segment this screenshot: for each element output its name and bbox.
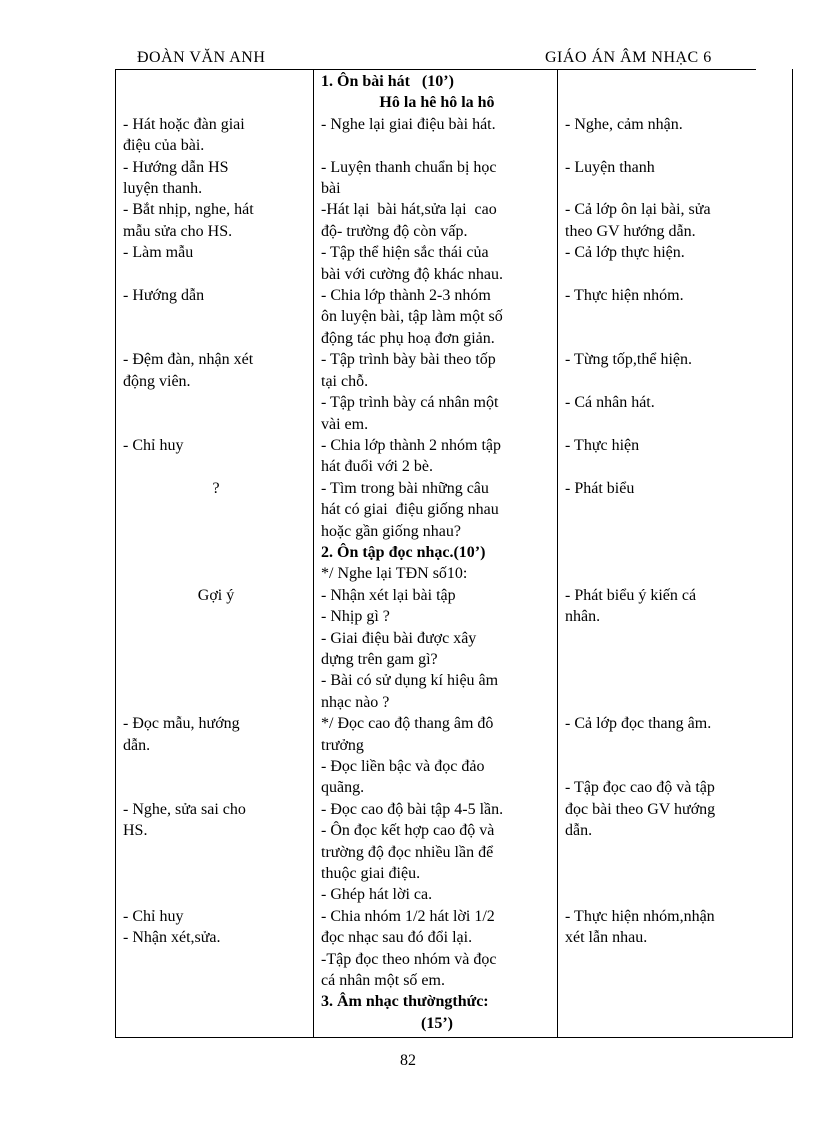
teacher-activity-column: [116, 69, 314, 1038]
content-line: hoặc gần giống nhau?: [321, 522, 461, 540]
teacher-line: [123, 71, 309, 92]
student-line: [565, 414, 788, 435]
teacher-line: [123, 884, 309, 905]
student-line: - Cả lớp ôn lại bài, sửa: [565, 201, 711, 219]
teacher-line: [123, 692, 309, 713]
content-line: - Nhịp gì ?: [321, 608, 390, 626]
student-line: dẫn.: [565, 822, 593, 840]
student-line: [565, 521, 788, 542]
content-line: 3. Âm nhạc thườngthức:: [321, 993, 489, 1011]
student-line: - Luyện thanh: [565, 158, 655, 176]
content-line: */ Nghe lại TĐN số10:: [321, 565, 468, 583]
student-line: [565, 670, 788, 691]
teacher-line: [123, 649, 309, 670]
content-line: quãng.: [321, 779, 365, 797]
student-line: nhân.: [565, 608, 601, 626]
student-line: [565, 135, 788, 156]
content-line: ôn luyện bài, tập làm một số: [321, 308, 503, 326]
student-line: - Thực hiện nhóm.: [565, 287, 684, 305]
content-line: hát có giai điệu giống nhau: [321, 501, 499, 519]
teacher-line: luyện thanh.: [123, 180, 203, 198]
content-line: (15’): [421, 1014, 453, 1032]
content-line: - Chia nhóm 1/2 hát lời 1/2: [321, 907, 495, 925]
content-line: - Tập trình bày cá nhân một: [321, 394, 499, 412]
student-line: [565, 863, 788, 884]
teacher-line: [123, 991, 309, 1012]
content-line: - Bài có sử dụng kí hiệu âm: [321, 672, 499, 690]
teacher-line: - Hướng dẫn HS: [123, 158, 229, 176]
student-line: [565, 499, 788, 520]
student-line: đọc bài theo GV hướng: [565, 800, 716, 818]
student-line: [565, 884, 788, 905]
student-line: xét lẫn nhau.: [565, 929, 648, 947]
teacher-line: [123, 264, 309, 285]
teacher-line: [123, 777, 309, 798]
student-line: [565, 692, 788, 713]
content-line: */ Đọc cao độ thang âm đô: [321, 715, 494, 733]
student-line: - Nghe, cảm nhận.: [565, 115, 683, 133]
teacher-line: - Bắt nhịp, nghe, hát: [123, 201, 254, 219]
teacher-line: - Chỉ huy: [123, 907, 184, 925]
teacher-line: [123, 456, 309, 477]
teacher-line: động viên.: [123, 372, 191, 390]
content-line: trưởng: [321, 736, 364, 754]
header-author: ĐOÀN VĂN ANH: [137, 49, 266, 66]
content-line: -Hát lại bài hát,sửa lại cao: [321, 201, 497, 219]
teacher-line: [123, 670, 309, 691]
student-line: theo GV hướng dẫn.: [565, 222, 696, 240]
content-line: - Chia lớp thành 2 nhóm tập: [321, 436, 501, 454]
table-row: [116, 69, 793, 1038]
teacher-line: dẫn.: [123, 736, 151, 754]
teacher-line: [123, 949, 309, 970]
content-line: bài: [321, 180, 341, 198]
content-line: độ- trường độ còn vấp.: [321, 222, 468, 240]
student-line: - Thực hiện nhóm,nhận: [565, 907, 715, 925]
student-line: - Thực hiện: [565, 436, 640, 454]
teacher-line: - Làm mẫu: [123, 244, 194, 262]
teacher-line: [123, 1013, 309, 1034]
student-line: [565, 1013, 788, 1034]
content-line: trường độ đọc nhiều lần để: [321, 843, 494, 861]
student-line: [565, 456, 788, 477]
teacher-line: - Đệm đàn, nhận xét: [123, 351, 254, 369]
content-line: bài với cường độ khác nhau.: [321, 265, 503, 283]
teacher-line: [123, 756, 309, 777]
student-line: [565, 756, 788, 777]
content-line: thuộc giai điệu.: [321, 865, 421, 883]
content-line: - Luyện thanh chuẩn bị học: [321, 158, 497, 176]
teacher-line: [123, 970, 309, 991]
student-line: [565, 371, 788, 392]
teacher-line: ?: [212, 479, 220, 497]
student-activity-column: [558, 69, 793, 1038]
student-line: [565, 735, 788, 756]
content-line: - Đọc cao độ bài tập 4-5 lần.: [321, 800, 504, 818]
student-line: [565, 542, 788, 563]
teacher-line: - Đọc mẫu, hướng: [123, 715, 240, 733]
content-line: - Nhận xét lại bài tập: [321, 586, 456, 604]
content-line: nhạc nào ?: [321, 693, 390, 711]
teacher-line: [123, 606, 309, 627]
teacher-line: - Nhận xét,sửa.: [123, 929, 221, 947]
student-line: [565, 842, 788, 863]
content-line: 1. Ôn bài hát (10’): [321, 73, 454, 90]
content-line: tại chỗ.: [321, 372, 369, 390]
content-line: - Tìm trong bài những câu: [321, 479, 489, 497]
teacher-line: [123, 863, 309, 884]
student-line: [565, 949, 788, 970]
student-line: - Phát biểu ý kiến cá: [565, 586, 697, 604]
content-line: - Nghe lại giai điệu bài hát.: [321, 115, 496, 133]
content-line: - Ôn đọc kết hợp cao độ và: [321, 822, 495, 840]
student-line: - Cả lớp thực hiện.: [565, 244, 685, 262]
content-line: - Giai điệu bài được xây: [321, 629, 477, 647]
teacher-line: [123, 414, 309, 435]
header-title: GIÁO ÁN ÂM NHẠC 6: [545, 49, 712, 66]
teacher-line: - Nghe, sửa sai cho: [123, 800, 246, 818]
student-line: - Cả lớp đọc thang âm.: [565, 715, 712, 733]
teacher-line: [123, 542, 309, 563]
teacher-line: [123, 842, 309, 863]
student-line: - Cá nhân hát.: [565, 394, 655, 412]
student-line: [565, 328, 788, 349]
student-line: - Tập đọc cao độ và tập: [565, 779, 715, 797]
student-line: [565, 71, 788, 92]
content-line: - Tập trình bày bài theo tốp: [321, 351, 496, 369]
student-line: [565, 628, 788, 649]
table-top-border: [115, 69, 756, 70]
teacher-line: [123, 521, 309, 542]
teacher-line: [123, 306, 309, 327]
teacher-line: mẫu sửa cho HS.: [123, 222, 233, 240]
content-line: hát đuổi với 2 bè.: [321, 458, 433, 476]
content-line: - Tập thể hiện sắc thái của: [321, 244, 489, 262]
content-line: động tác phụ hoạ đơn giản.: [321, 329, 495, 347]
student-line: [565, 178, 788, 199]
teacher-line: [123, 92, 309, 113]
content-line: - Chia lớp thành 2-3 nhóm: [321, 287, 491, 305]
teacher-line: [123, 392, 309, 413]
student-line: [565, 563, 788, 584]
content-line: đọc nhạc sau đó đổi lại.: [321, 929, 473, 947]
teacher-line: điệu của bài.: [123, 137, 205, 155]
teacher-line: HS.: [123, 822, 148, 840]
content-line: 2. Ôn tập đọc nhạc.(10’): [321, 543, 486, 561]
student-line: [565, 991, 788, 1012]
student-line: [565, 264, 788, 285]
teacher-line: [123, 499, 309, 520]
content-line: cá nhân một số em.: [321, 972, 445, 990]
teacher-line: [123, 628, 309, 649]
teacher-line: - Hát hoặc đàn giai: [123, 115, 245, 133]
student-line: [565, 92, 788, 113]
content-line: - Đọc liền bậc và đọc đảo: [321, 758, 485, 775]
teacher-line: - Chỉ huy: [123, 436, 184, 454]
lesson-content-column: [314, 69, 558, 1038]
student-line: [565, 970, 788, 991]
content-line: Hô la hê hô la hô: [379, 94, 495, 112]
student-line: - Phát biểu: [565, 479, 635, 497]
content-line: dựng trên gam gì?: [321, 650, 438, 668]
student-line: [565, 649, 788, 670]
content-line: - Ghép hát lời ca.: [321, 886, 433, 904]
content-line: -Tập đọc theo nhóm và đọc: [321, 950, 497, 968]
student-line: [565, 306, 788, 327]
content-line: vài em.: [321, 415, 369, 433]
teacher-line: Gợi ý: [197, 586, 235, 604]
content-line: [321, 135, 553, 156]
student-line: - Từng tốp,thể hiện.: [565, 351, 693, 369]
teacher-line: [123, 328, 309, 349]
teacher-line: [123, 563, 309, 584]
teacher-line: - Hướng dẫn: [123, 287, 205, 305]
page-number: 82: [400, 1052, 416, 1069]
lesson-table: [115, 69, 793, 1038]
